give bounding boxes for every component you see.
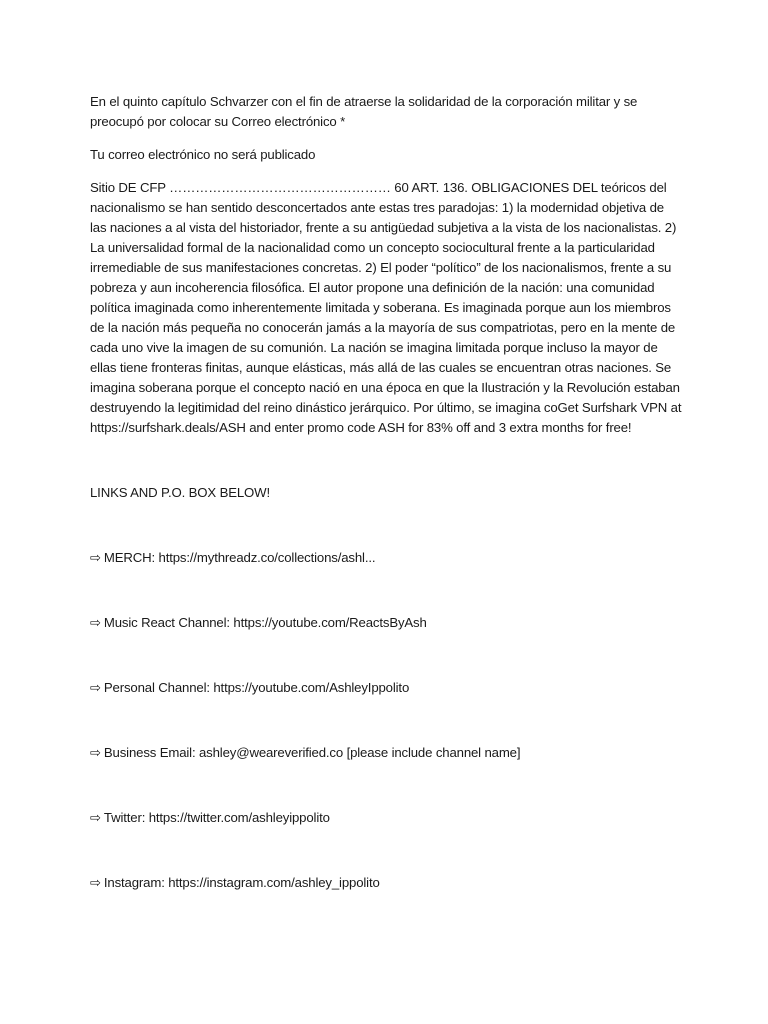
link-text[interactable]: Twitter: https://twitter.com/ashleyippolito xyxy=(103,810,330,825)
arrow-icon: ⇨ xyxy=(90,810,101,825)
link-merch[interactable] xyxy=(90,548,682,568)
link-music-react-channel[interactable] xyxy=(90,613,682,633)
email-notice: Tu correo electrónico no será publicado xyxy=(90,147,316,162)
arrow-icon: ⇨ xyxy=(90,550,101,565)
link-text[interactable]: Instagram: https://instagram.com/ashley_ippolito xyxy=(103,875,380,890)
arrow-icon: ⇨ xyxy=(90,680,101,695)
link-personal-channel[interactable] xyxy=(90,678,682,698)
link-text[interactable]: Business Email: ashley@weareverified.co [please include channel name] xyxy=(103,745,521,760)
links-list xyxy=(90,548,682,893)
link-text[interactable]: MERCH: https://mythreadz.co/collections/ashl... xyxy=(103,550,376,565)
link-business-email[interactable] xyxy=(90,743,682,763)
link-twitter[interactable] xyxy=(90,808,682,828)
link-instagram[interactable] xyxy=(90,873,682,893)
document-page xyxy=(90,92,682,938)
link-text[interactable]: Personal Channel: https://youtube.com/AshleyIppolito xyxy=(103,680,410,695)
arrow-icon: ⇨ xyxy=(90,875,101,890)
links-heading: LINKS AND P.O. BOX BELOW! xyxy=(90,485,270,500)
intro-paragraph: En el quinto capítulo Schvarzer con el fin de atraerse la solidaridad de la corporación militar y se preocupó por colocar su Correo electrónico * xyxy=(90,94,638,129)
link-text[interactable]: Music React Channel: https://youtube.com/ReactsByAsh xyxy=(103,615,427,630)
arrow-icon: ⇨ xyxy=(90,745,101,760)
arrow-icon: ⇨ xyxy=(90,615,101,630)
body-paragraph: Sitio DE CFP …………………………………………… 60 ART. 136. OBLIGACIONES DEL teóricos del nacionalismo se han sentido desconcertados ante estas tres paradojas: 1) la modernidad objetiva de las naciones a al vista del historiador, frente a su antigüedad subjetiva a la vista de los nacionalistas. 2) La universalidad formal de la nacionalidad como un concepto sociocultural frente a la particularidad irremediable de sus manifestaciones concretas. 2) El poder “político” de los nacionalismos, frente a su pobreza y aun incoherencia filosófica. El autor propone una definición de la nación: una comunidad política imaginada como inherentemente limitada y soberana. Es imaginada porque aun los miembros de la nación más pequeña no conocerán jamás a la mayoría de sus compatriotas, pero en la mente de cada uno vive la imagen de su comunión. La nación se imagina limitada porque incluso la mayor de ellas tiene fronteras finitas, aunque elásticas, más allá de las cuales se encuentran otras naciones. Se imagina soberana porque el concepto nació en una época en que la Ilustración y la Revolución estaban destruyendo la legitimidad del reino dinástico jerárquico. Por último, se imagina coGet Surfshark VPN at https://surfshark.deals/ASH and enter promo code ASH for 83% off and 3 extra months for free! xyxy=(90,180,682,435)
